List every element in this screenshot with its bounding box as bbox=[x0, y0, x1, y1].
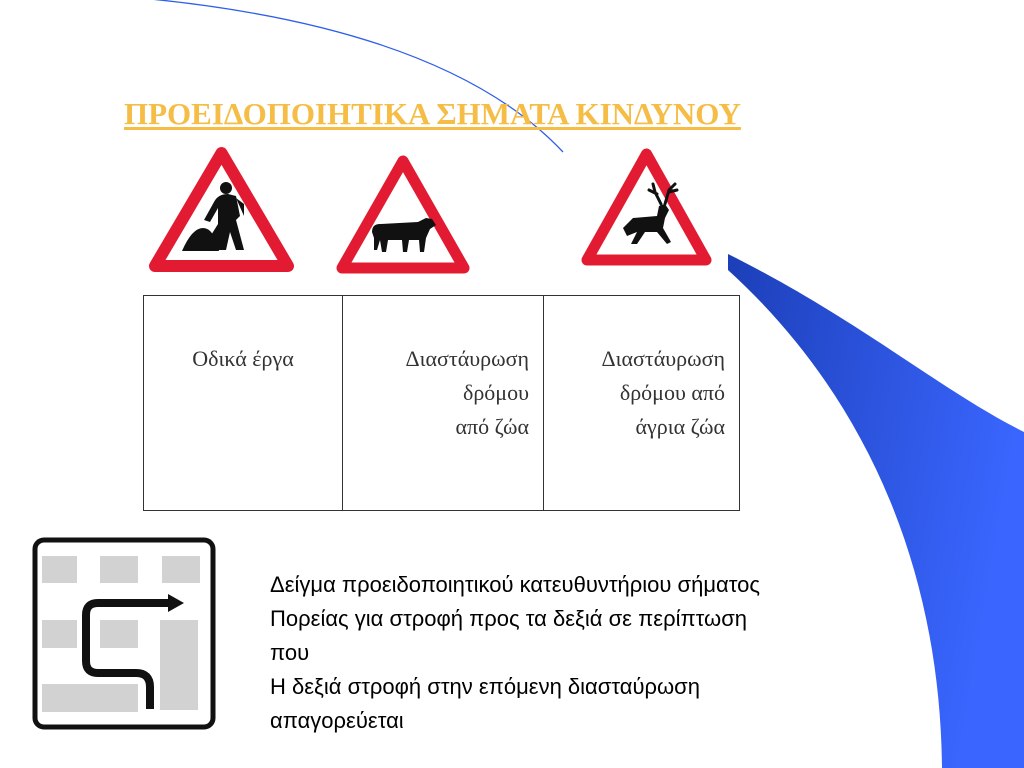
label-line: άγρια ζώα bbox=[635, 414, 725, 439]
label-line: δρόμου από bbox=[619, 380, 725, 405]
label-line: Οδικά έργα bbox=[192, 346, 294, 371]
label-line: Διαστάυρωση bbox=[405, 346, 529, 371]
label-wild-animals-crossing bbox=[544, 296, 740, 511]
description-line: Δείγμα προειδοποιητικού κατευθυντήριου σήματος bbox=[270, 572, 760, 597]
label-line: δρόμου bbox=[462, 380, 529, 405]
label-road-works bbox=[144, 296, 343, 511]
description-line: Η δεξιά στροφή στην επόμενη διασταύρωση bbox=[270, 674, 700, 699]
label-line: Διαστάυρωση bbox=[601, 346, 725, 371]
label-cattle-crossing bbox=[343, 296, 544, 511]
label-line: από ζώα bbox=[455, 414, 529, 439]
description-line: απαγορεύεται bbox=[270, 708, 404, 733]
sign-labels-table bbox=[143, 295, 740, 511]
decorative-blue-swoosh bbox=[728, 254, 1024, 768]
advance-direction-sign-icon bbox=[32, 537, 216, 730]
cattle-crossing-sign-icon bbox=[334, 152, 472, 276]
road-works-sign-icon bbox=[148, 146, 295, 273]
wild-animals-crossing-sign-icon bbox=[579, 146, 714, 268]
slide-title: ΠΡΟΕΙΔΟΠΟΙΗΤΙΚΑ ΣΗΜΑΤΑ ΚΙΝΔΥΝΟΥ bbox=[124, 96, 741, 131]
description-line: Πορείας για στροφή προς τα δεξιά σε περίπτωση bbox=[270, 606, 748, 631]
description-line: που bbox=[270, 640, 310, 665]
sign-description bbox=[270, 568, 760, 738]
